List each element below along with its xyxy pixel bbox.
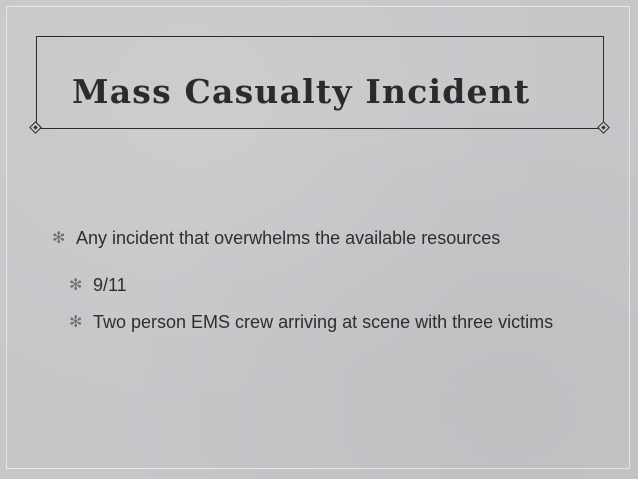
bullet-text: Any incident that overwhelms the available resources [76,228,501,248]
sub-bullet-item [69,311,592,333]
sub-bullet-text: Two person EMS crew arriving at scene with three victims [93,312,554,332]
title-underline-rule [36,128,604,129]
sub-bullet-text: 9/11 [93,275,127,295]
slide-title: Mass Casualty Incident [72,72,531,111]
bullet-list [52,227,592,348]
asterisk-bullet-icon: ✻ [52,228,66,247]
bullet-item [52,227,592,249]
sub-bullet-item [69,274,592,296]
asterisk-bullet-icon: ✻ [69,312,83,331]
asterisk-bullet-icon: ✻ [69,275,83,294]
